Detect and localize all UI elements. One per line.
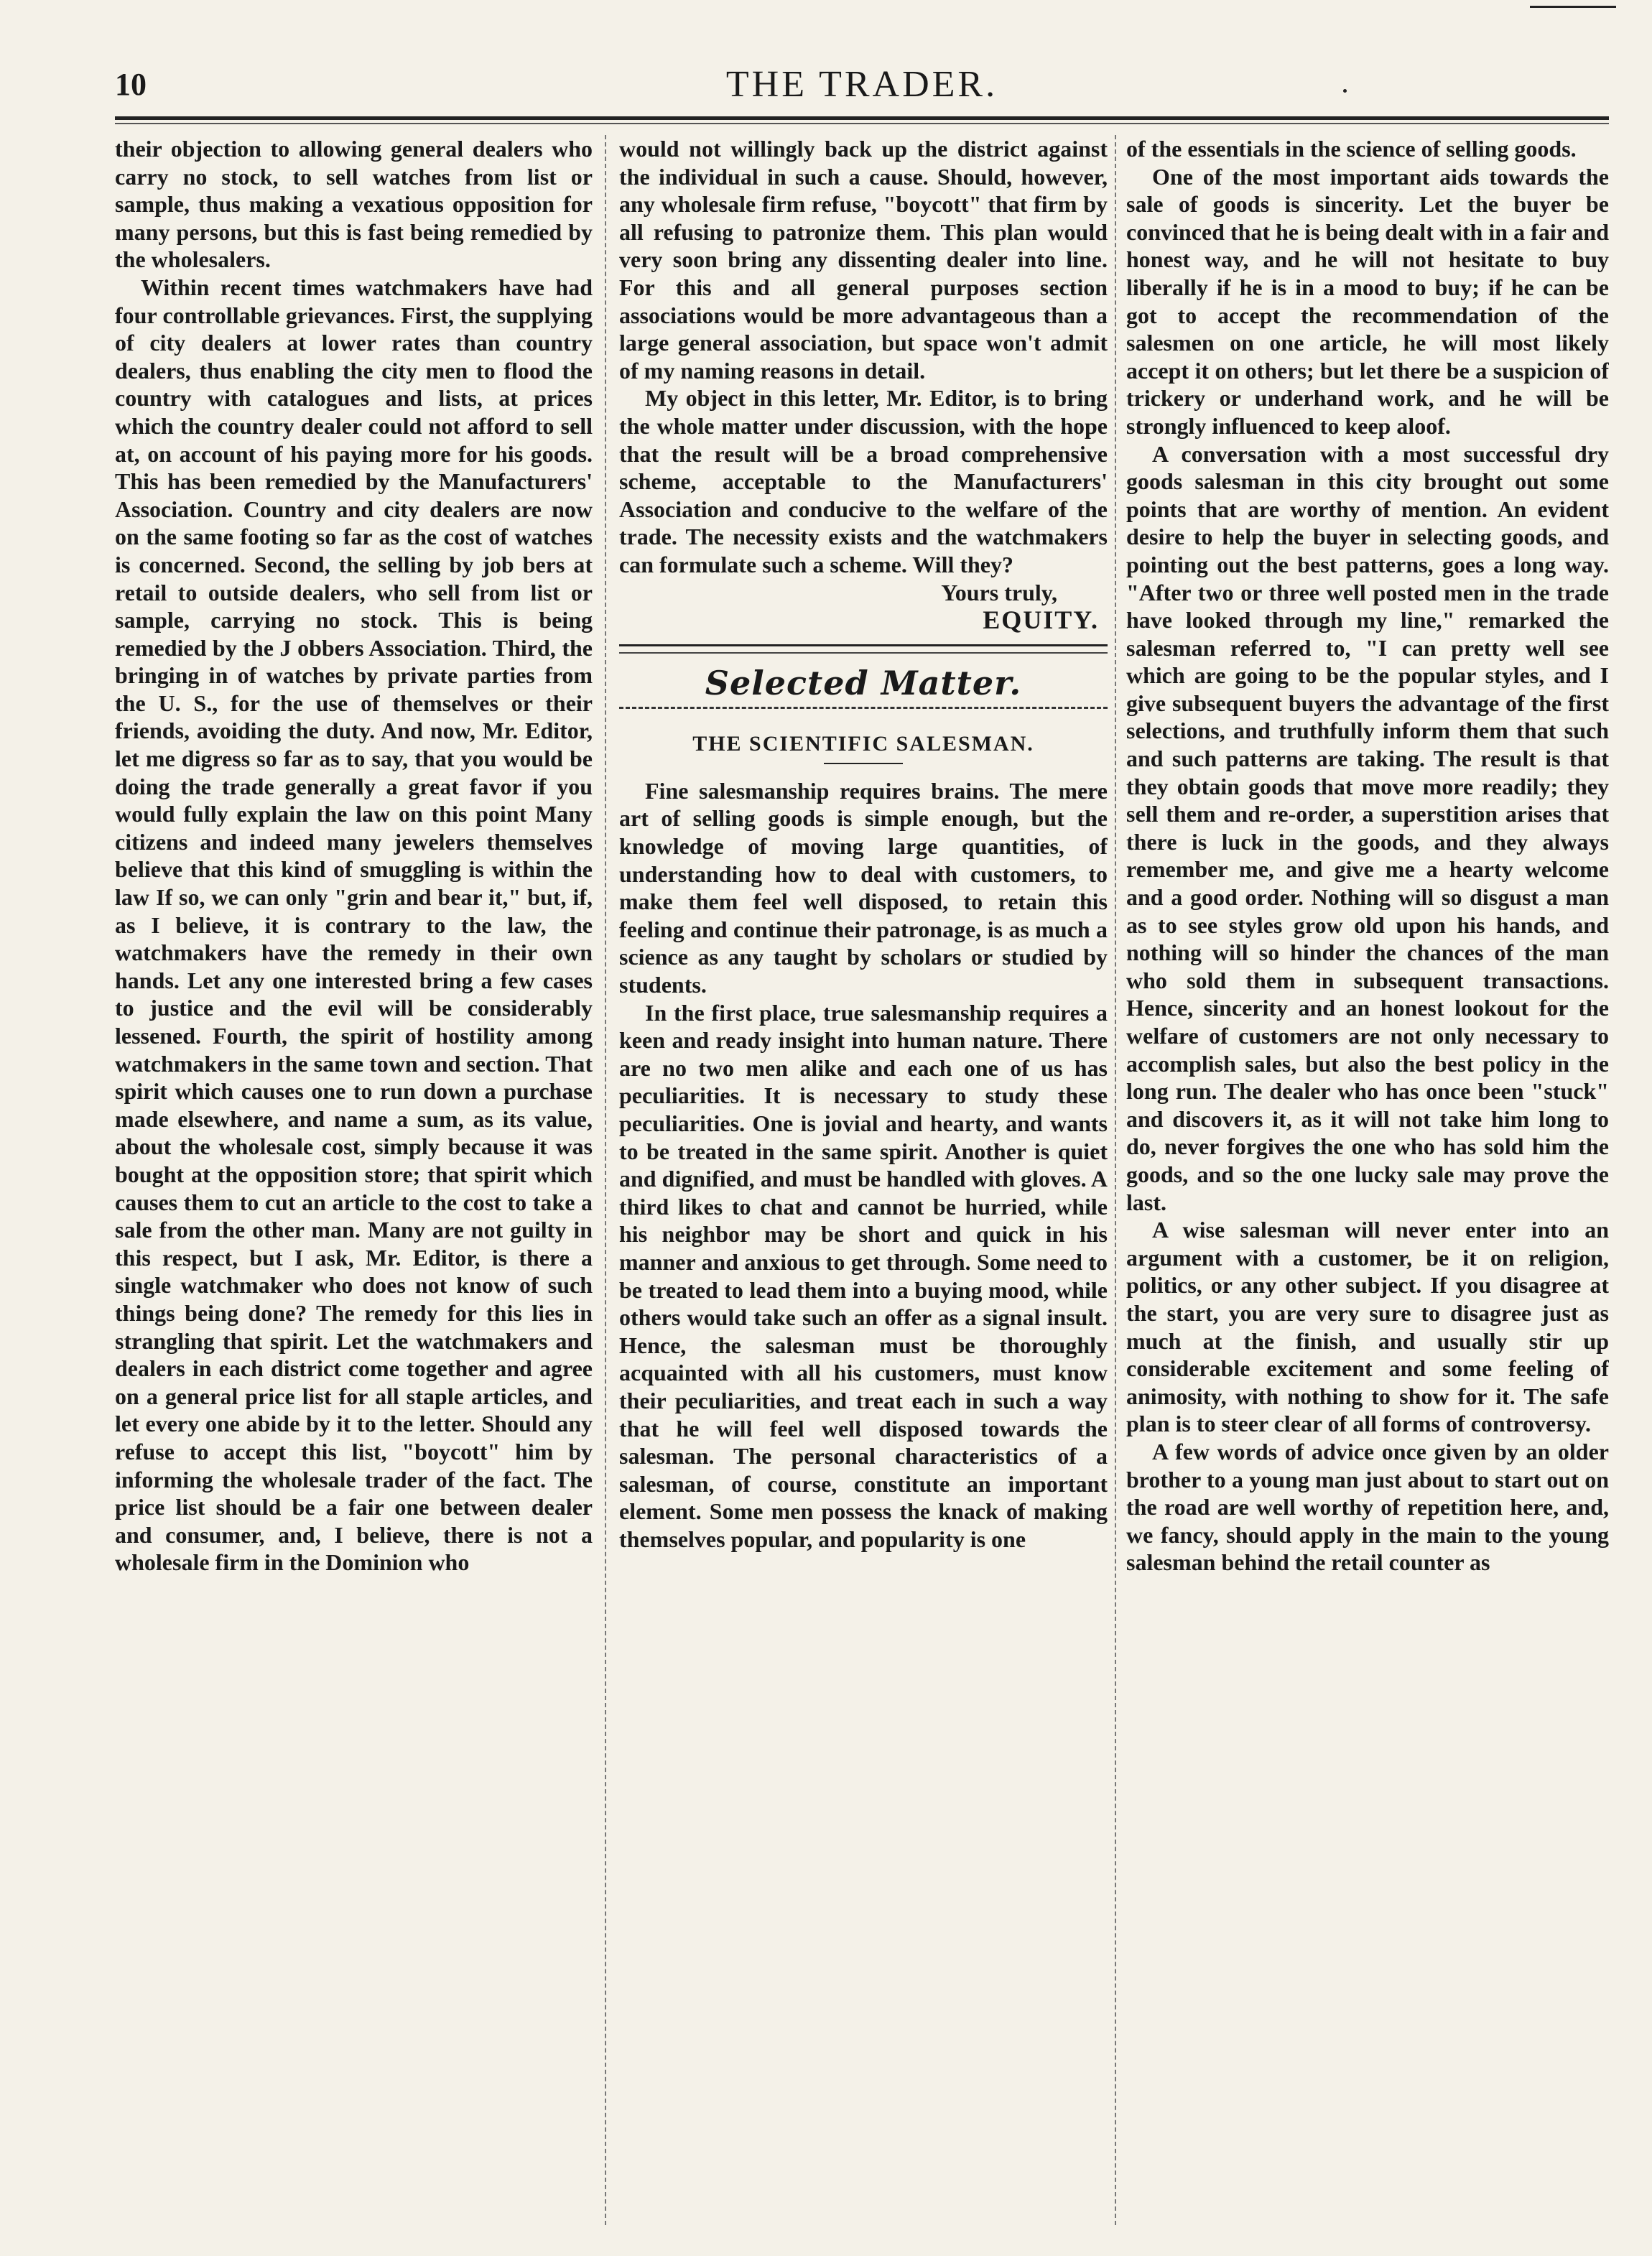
column-divider-1	[605, 135, 608, 2225]
header-rule-thin	[115, 123, 1609, 124]
section-rule	[619, 644, 1108, 654]
paragraph: A few words of advice once given by an older brother to a young man just about to start out on the road are well worthy of repetition here, and, we fancy, should apply in the main to the young salesman behind the retail counter as	[1126, 1438, 1609, 1576]
paragraph: One of the most important aids towards the sale of goods is sincerity. Let the buyer be convinced that he is being dealt with in a fair and honest way, and he will not hesitate to buy liberally if he is in a mood to buy; if he can be got to accept the recommendation of the salesmen on one article, he will most likely accept it on others; but let there be a suspicion of trickery or underhand work, and he will be strongly influenced to keep aloof.	[1126, 163, 1609, 439]
paragraph: A conversation with a most successful dry goods salesman in this city brought out some points that are worthy of mention. An evident desire to help the buyer in selecting goods, and pointing out the best patterns, goes a long way. "After two or three well posted men in the trade have looked through my line," remarked the salesman referred to, "I can pretty well see which are going to be the popular styles, and I give subsequent buyers the advantage of the first selections, and truthfully inform them that such and such patterns are taking. The result is that they obtain goods that move more readily; they sell them and re-order, a superstition arises that there is luck in the goods, and they always remember me, and give me a hearty welcome and a good order. Nothing will so disgust a man as to see styles grow old upon his hands, and nothing will so hinder the chances of the man who sold them in subsequent transactions. Hence, sincerity and an honest lookout for the welfare of customers are not only necessary to accomplish sales, but also the best policy in the long run. The dealer who has once been "stuck" and discovers it, as it will not take him long to do, never forgives the one who has sold him the goods, and so the one lucky sale may prove the last.	[1126, 440, 1609, 1215]
paragraph: would not willingly back up the district against the individual in such a cause. Should, however, any wholesale firm refuse, "boycott" that firm by all refusing to patronize them. This plan would very soon bring any dissenting dealer into line. For this and all general purposes section associations would be more advantageous than a large general association, but space won't admit of my naming reasons in detail.	[619, 136, 1108, 384]
page-number: 10	[115, 67, 147, 102]
column-1	[115, 135, 593, 2232]
letter-signature: EQUITY.	[983, 605, 1099, 635]
letter-closing: Yours truly,	[941, 579, 1057, 605]
column-divider-2	[1115, 135, 1118, 2225]
masthead: THE TRADER.	[725, 64, 998, 105]
paragraph: their objection to allowing general dealers who carry no stock, to sell watches from list or sample, thus making a vexatious opposition for many persons, but this is fast being remedied by the wholesalers.	[115, 136, 593, 273]
paragraph: In the first place, true salesmanship requires a keen and ready insight into human nature. There are no two men alike and each one of us has peculiarities. It is necessary to study these peculiarities. One is jovial and hearty, and wants to be treated in the same spirit. Another is quiet and dignified, and must be handled with gloves. A third likes to chat and cannot be hurried, while his neighbor may be short and quick in his manner and anxious to get through. Some need to be treated to lead them into a buying mood, while others would take such an offer as a signal insult. Hence, the salesman must be thoroughly acquainted with all his customers, must know their peculiarities, and treat each in such a way that he will feel well disposed towards the salesman. The personal characteristics of a salesman, of course, constitute an important element. Some men possess the knack of making themselves popular, and popularity is one	[619, 999, 1108, 1552]
column-3	[1126, 135, 1609, 2232]
ink-dot	[1343, 89, 1347, 93]
paragraph: A wise salesman will never enter into an argument with a customer, be it on religion, politics, or any other subject. If you disagree at the start, you are very sure to disagree just as much at the finish, and usually stir up considerable excitement and some feeling of animosity, with nothing to show for it. The safe plan is to steer clear of all forms of controversy.	[1126, 1217, 1609, 1437]
section-dashed-rule	[619, 707, 1108, 710]
paragraph: Within recent times watchmakers have had four controllable grievances. First, the supplying of city dealers at lower rates than country dealers, thus enabling the city men to flood the country with catalogues and lists, at prices which the country dealer could not afford to sell at, on account of his paying more for his goods. This has been remedied by the Manufacturers' Association. Country and city dealers are now on the same footing so far as the cost of watches is concerned. Second, the selling by job bers at retail to outside dealers, who sell from list or sample, carrying no stock. This is being remedied by the J obbers Association. Third, the bringing in of watches by private parties from the U. S., for the use of themselves or their friends, avoiding the duty. And now, Mr. Editor, let me digress so far as to say, that you would be doing the trade generally a great favor if you would fully explain the law on this point Many citizens and indeed many jewelers themselves believe that this kind of smuggling is within the law If so, we can only "grin and bear it," but, if, as I believe, it is contrary to the law, the watchmakers have the remedy in their own hands. Let any one interested bring a few cases to justice and the evil will be considerably lessened. Fourth, the spirit of hostility among watchmakers in the same town and section. That spirit which causes one to run down a purchase made elsewhere, and name a sum, as its value, about the wholesale cost, simply because it was bought at the opposition store; that spirit which causes them to cut an article to the cost to take a sale from the other man. Many are not guilty in this respect, but I ask, Mr. Editor, is there a single watchmaker who does not know of such things being done? The remedy for this lies in strangling that spirit. Let the watchmakers and dealers in each district come together and agree on a general price list for all staple articles, and let every one abide by it to the letter. Should any refuse to accept this list, "boycott" him by informing the wholesale trader of the fact. The price list should be a fair one between dealer and consumer, and, I believe, there is not a wholesale firm in the Dominion who	[115, 274, 593, 1576]
corner-rule	[1530, 6, 1616, 8]
paragraph: of the essentials in the science of selling goods.	[1126, 136, 1577, 162]
section-heading: Selected Matter.	[705, 663, 1022, 702]
article-title: THE SCIENTIFIC SALESMAN.	[692, 732, 1034, 756]
header-rule	[115, 116, 1609, 120]
title-rule	[824, 763, 903, 764]
paragraph: Fine salesmanship requires brains. The mere art of selling goods is simple enough, but the knowledge of moving large quantities, of understanding how to deal with customers, to make them feel well disposed, to retain this feeling and continue their patronage, is as much a science as any taught by scholars or studied by students.	[619, 777, 1108, 998]
page-header	[115, 66, 1609, 116]
column-2	[619, 135, 1108, 2232]
paragraph: My object in this letter, Mr. Editor, is to bring the whole matter under discussion, with the hope that the result will be a broad comprehensive scheme, acceptable to the Manufacturers' Association and conducive to the welfare of the trade. The necessity exists and the watchmakers can formulate such a scheme. Will they?	[619, 385, 1108, 577]
